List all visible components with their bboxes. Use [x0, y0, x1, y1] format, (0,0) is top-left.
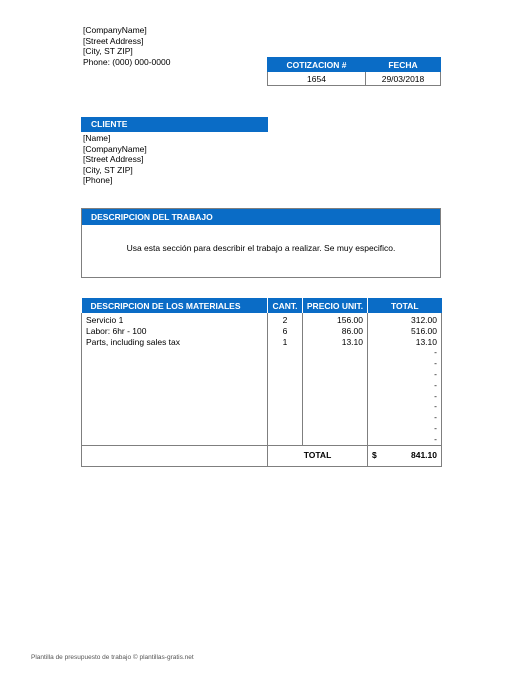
row-desc	[82, 412, 268, 423]
row-total: -	[368, 347, 442, 358]
row-qty	[268, 380, 303, 391]
quote-date: 29/03/2018	[366, 72, 441, 86]
row-desc: Labor: 6hr - 100	[82, 326, 268, 337]
total-label: TOTAL	[268, 445, 368, 466]
footer-credit: Plantilla de presupuesto de trabajo © plantillas-gratis.net	[31, 654, 194, 661]
row-desc: Parts, including sales tax	[82, 337, 268, 348]
row-price: 156.00	[303, 313, 368, 326]
row-desc	[82, 369, 268, 380]
row-total: -	[368, 358, 442, 369]
table-row	[82, 380, 442, 391]
row-desc	[82, 423, 268, 434]
quote-info-table	[267, 57, 441, 86]
materials-qty-header: CANT.	[268, 298, 303, 313]
row-price	[303, 434, 368, 445]
row-qty	[268, 401, 303, 412]
row-qty	[268, 391, 303, 402]
row-desc: Servicio 1	[82, 313, 268, 326]
table-row	[82, 313, 442, 326]
company-block	[83, 25, 170, 67]
materials-total-header: TOTAL	[368, 298, 442, 313]
client-city: [City, ST ZIP]	[83, 164, 133, 175]
row-desc	[82, 401, 268, 412]
row-qty: 2	[268, 313, 303, 326]
row-total: 13.10	[368, 337, 442, 348]
row-price	[303, 412, 368, 423]
row-price: 13.10	[303, 337, 368, 348]
client-phone: [Phone]	[83, 175, 113, 185]
total-value: 841.10	[411, 450, 437, 461]
table-row	[82, 434, 442, 445]
row-total: -	[368, 434, 442, 445]
row-total: -	[368, 380, 442, 391]
table-row	[82, 391, 442, 402]
company-phone: Phone: (000) 000-0000	[83, 56, 171, 67]
row-price	[303, 380, 368, 391]
row-total: -	[368, 401, 442, 412]
row-desc	[82, 391, 268, 402]
quote-number-label: COTIZACION #	[268, 58, 366, 72]
table-row	[82, 412, 442, 423]
materials-table	[81, 298, 442, 467]
row-price	[303, 369, 368, 380]
row-price	[303, 391, 368, 402]
row-desc	[82, 380, 268, 391]
company-city: [City, ST ZIP]	[83, 46, 133, 56]
row-total: -	[368, 391, 442, 402]
quote-date-label: FECHA	[366, 58, 441, 72]
table-row	[82, 347, 442, 358]
table-row	[82, 337, 442, 348]
client-info	[83, 133, 147, 186]
row-qty	[268, 423, 303, 434]
row-total: 312.00	[368, 313, 442, 326]
row-qty	[268, 358, 303, 369]
currency-symbol: $	[372, 450, 377, 461]
row-total: -	[368, 412, 442, 423]
materials-price-header: PRECIO UNIT.	[303, 298, 368, 313]
table-row	[82, 401, 442, 412]
row-total: 516.00	[368, 326, 442, 337]
table-row	[82, 369, 442, 380]
row-price	[303, 423, 368, 434]
quote-number: 1654	[268, 72, 366, 86]
row-desc	[82, 434, 268, 445]
client-company: [CompanyName]	[83, 143, 147, 154]
row-price	[303, 358, 368, 369]
table-row	[82, 358, 442, 369]
client-street: [Street Address]	[83, 154, 144, 164]
job-description-header: DESCRIPCION DEL TRABAJO	[82, 209, 440, 225]
row-qty	[268, 347, 303, 358]
row-qty: 6	[268, 326, 303, 337]
job-description-box	[81, 208, 441, 278]
materials-desc-header: DESCRIPCION DE LOS MATERIALES	[82, 298, 268, 313]
total-cell	[368, 445, 442, 466]
row-price: 86.00	[303, 326, 368, 337]
client-name: [Name]	[83, 133, 111, 143]
row-total: -	[368, 423, 442, 434]
client-header: CLIENTE	[81, 117, 268, 132]
job-description-text: Usa esta sección para describir el trabajo a realizar. Se muy especifico.	[126, 243, 396, 253]
company-street: [Street Address]	[83, 35, 144, 46]
row-total: -	[368, 369, 442, 380]
company-name: [CompanyName]	[83, 25, 147, 35]
row-desc	[82, 347, 268, 358]
row-desc	[82, 358, 268, 369]
total-row	[82, 445, 442, 466]
row-qty	[268, 434, 303, 445]
row-price	[303, 347, 368, 358]
row-qty	[268, 369, 303, 380]
row-qty	[268, 412, 303, 423]
table-row	[82, 423, 442, 434]
row-qty: 1	[268, 337, 303, 348]
total-row-spacer	[82, 445, 268, 466]
row-price	[303, 401, 368, 412]
table-row	[82, 326, 442, 337]
